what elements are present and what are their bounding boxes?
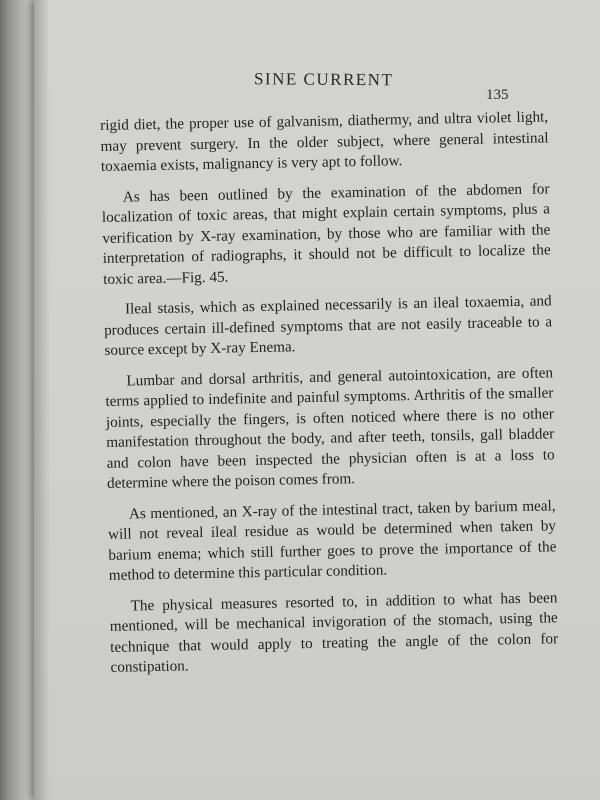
paragraph-6: The physical measures resorted to, in addition to what has been mentioned, will be mechanical invigoration of the stomach, using the technique that would apply to treating the angle of the colon for constipation. [109,588,559,676]
paragraph-4: Lumbar and dorsal arthritis, and general autointoxication, are often terms applied to indefinite and painful symptoms. Arthritis of the smaller joints, especially the fingers, is often noticed where there is no other manifestation throughout the body, and after teeth, tonsils, gall bladder and colon have been inspected the physician often is at a loss to determine where the poison comes from. [105,363,555,492]
page-number: 135 [486,87,509,103]
paragraph-3: Ileal stasis, which as explained necessarily is an ileal toxaemia, and produces certain ill-defined symptoms that are not easily traceable to a source except by X-ray Enema. [103,292,553,359]
page-gutter-shadow [34,0,50,800]
body-text [100,107,559,688]
paragraph-2: As has been outlined by the examination of the abdomen for localization of toxic areas, that might explain certain symptoms, plus a verification by X-ray examination, by those who are familiar with the interpretation of radiographs, it should not be difficult to localize the toxic area.—Fig. 45. [101,179,551,288]
book-page [34,0,600,800]
paragraph-1: rigid diet, the proper use of galvanism, diathermy, and ultra violet light, may prevent surgery. In the older subject, where general intestinal toxaemia exists, malignancy is very apt to follow. [100,108,549,175]
paragraph-5: As mentioned, an X-ray of the intestinal tract, taken by barium meal, will not reveal ileal residue as would be determined when taken by barium enema; which still further goes to prove the importance of the method to determine this particular condition. [107,496,557,584]
running-head: SINE CURRENT [253,69,394,90]
